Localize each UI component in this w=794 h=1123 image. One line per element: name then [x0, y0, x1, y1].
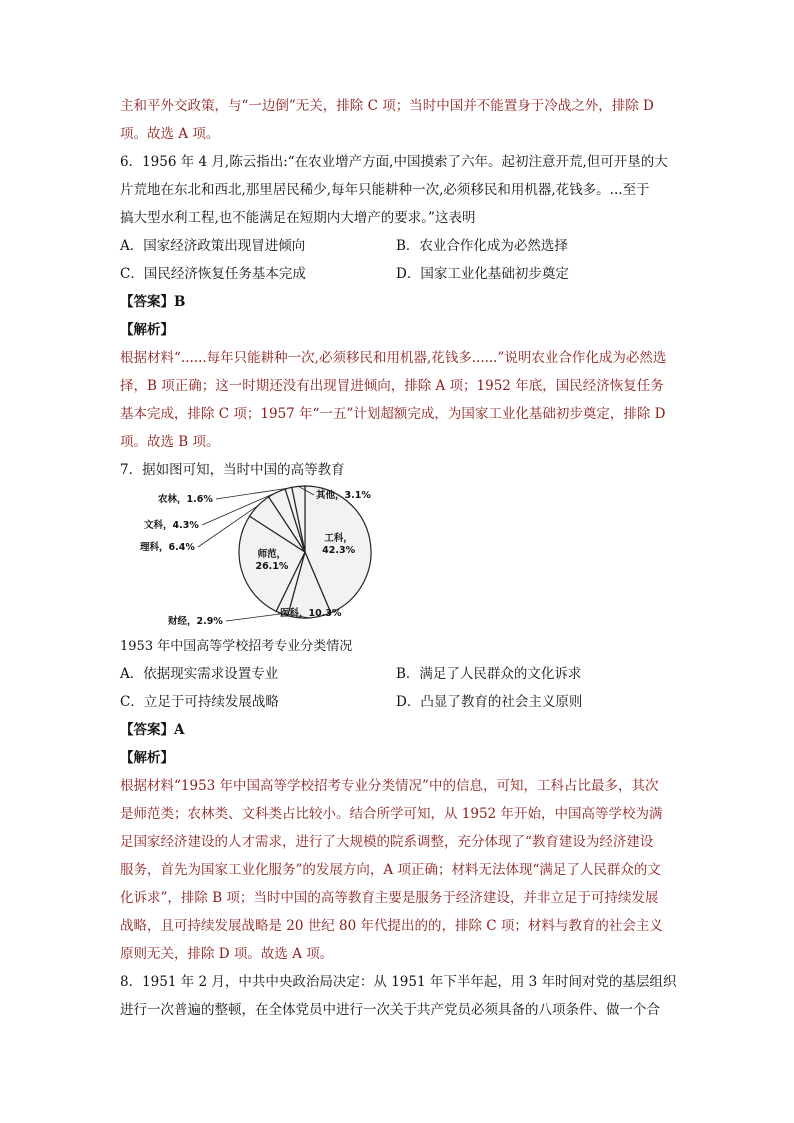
q7-analysis-line: 根据材料“1953 年中国高等学校招考专业分类情况”中的信息，可知，工科占比最多，其次 [120, 778, 659, 794]
q5-analysis-line: 项。故选 A 项。 [120, 126, 220, 142]
pie-leader-line-2 [226, 614, 282, 621]
q6-option-c: C．国民经济恢复任务基本完成 [120, 266, 306, 282]
pie-label-5: 文科，4.3% [144, 520, 199, 531]
q7-analysis-line: 足国家经济建设的人才需求，进行了大规模的院系调整，充分体现了“教育建设为经济建设 [120, 834, 654, 850]
pie-label-1: 医科，10.3% [280, 608, 342, 619]
pie-label-4: 理科，6.4% [140, 542, 195, 553]
q6-stem-line: 搞大型水利工程,也不能满足在短期内大增产的要求。”这表明 [120, 210, 476, 226]
q8-stem-line: 8．1951 年 2 月，中共中央政治局决定：从 1951 年下半年起，用 3 年时间对党的基层组织 [120, 974, 677, 990]
q6-options-row [120, 260, 680, 288]
q6-stem-line: 6．1956 年 4 月,陈云指出:“在农业增产方面,中国摸索了六年。起初注意开荒,但可开垦的大 [120, 154, 668, 170]
q7-analysis-line: 化诉求”，排除 B 项；当时中国的高等教育主要是服务于经济建设，并非立足于可持续发展 [120, 890, 659, 906]
q6-options-row [120, 232, 680, 260]
q7-answer: 【答案】A [120, 722, 185, 738]
q8-stem-line: 进行一次普遍的整顿，在全体党员中进行一次关于共产党员必须具备的八项条件、做一个合 [120, 1002, 660, 1018]
q7-options-row [120, 660, 680, 688]
pie-label-0: 工科， 42.3% [322, 533, 356, 557]
q6-analysis-line: 择，B 项正确；这一时期还没有出现冒进倾向，排除 A 项；1952 年底，国民经济恢复任务 [120, 378, 664, 394]
q6-answer: 【答案】B [120, 294, 186, 310]
q6-option-a: A．国家经济政策出现冒进倾向 [120, 238, 306, 254]
pie-label-7: 其他，3.1% [316, 490, 371, 501]
q7-analysis-line: 战略，且可持续发展战略是 20 世纪 80 年代提出的的，排除 C 项；材料与教育的社会主义 [120, 918, 663, 934]
question-6 [120, 148, 680, 456]
q7-option-c: C．立足于可持续发展战略 [120, 694, 279, 710]
pie-chart [120, 484, 410, 634]
q7-analysis-line: 服务，首先为国家工业化服务”的发展方向，A 项正确；材料无法体现“满足了人民群众的文 [120, 862, 661, 878]
pie-label-2: 财经，2.9% [168, 616, 223, 627]
pie-label-3: 师范， 26.1% [255, 549, 289, 573]
q6-analysis-line: 项。故选 B 项。 [120, 434, 220, 450]
q7-analysis-line: 原则无关，排除 D 项。故选 A 项。 [120, 946, 334, 962]
q6-analysis-label: 【解析】 [120, 322, 174, 338]
q6-option-d: D．国家工业化基础初步奠定 [396, 266, 569, 282]
q6-stem-line: 片荒地在东北和西北,那里居民稀少,每年只能耕种一次,必须移民和用机器,花钱多。...至于 [120, 182, 650, 198]
question-7 [120, 456, 680, 968]
q7-option-a: A．依据现实需求设置专业 [120, 666, 279, 682]
chart-caption: 1953 年中国高等学校招考专业分类情况 [120, 639, 353, 654]
pie-label-6: 农林，1.6% [158, 494, 213, 505]
q7-analysis-line: 是师范类；农林类、文科类占比较小。结合所学可知，从 1952 年开始，中国高等学校为满 [120, 806, 663, 822]
question-8 [120, 968, 680, 1024]
q7-options-row [120, 688, 680, 716]
q6-option-b: B．农业合作化成为必然选择 [396, 238, 568, 254]
q7-option-d: D．凸显了教育的社会主义原则 [396, 694, 583, 710]
q6-analysis-line: 基本完成，排除 C 项；1957 年“一五”计划超额完成，为国家工业化基础初步奠定，排除 D [120, 406, 666, 422]
q7-analysis-label: 【解析】 [120, 750, 174, 766]
q5-analysis-line: 主和平外交政策，与“一边倒”无关，排除 C 项；当时中国并不能置身于冷战之外，排除 D [120, 98, 654, 114]
q7-stem: 7．据如图可知，当时中国的高等教育 [120, 462, 345, 478]
q6-analysis-line: 根据材料“......每年只能耕种一次,必须移民和用机器,花钱多......”说明农业合作化成为必然选 [120, 350, 667, 366]
document-page [120, 92, 680, 1024]
q7-option-b: B．满足了人民群众的文化诉求 [396, 666, 582, 682]
pie-chart-figure [120, 484, 410, 634]
